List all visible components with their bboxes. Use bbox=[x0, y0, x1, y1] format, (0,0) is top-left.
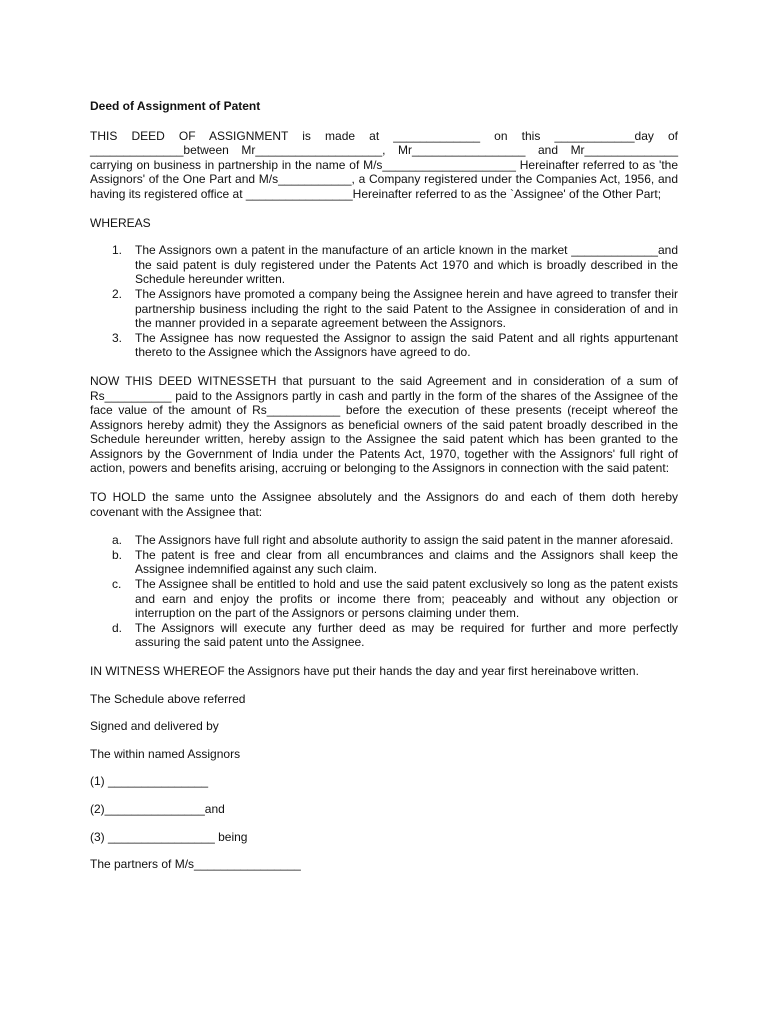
witnesseth-paragraph: NOW THIS DEED WITNESSETH that pursuant to the said Agreement and in consideration of a sum of Rs__________ paid to the Assignors partly in cash and partly in the form of the shares of the Assignee of the face value of the amount of Rs___________ before the execution of these presents (receipt whereof the Assignors hereby admit) they the Assignors as beneficial owners of the said patent broadly described in the Schedule hereunder written, hereby assign to the Assignee the said patent which has been granted to the Assignors by the Government of India under the Patents Act, 1970, together with the Assignors' full right of action, powers and benefits arising, accruing or belonging to the Assignors in connection with the said patent: bbox=[90, 373, 678, 476]
list-marker: b. bbox=[112, 547, 123, 562]
list-marker: 3. bbox=[112, 330, 123, 345]
list-marker: a. bbox=[112, 533, 123, 548]
whereas-list bbox=[90, 243, 678, 360]
list-marker: c. bbox=[112, 577, 122, 592]
list-item-text: The Assignors will execute any further deed as may be required for further and more perfectly assuring the said patent unto the Assignee. bbox=[135, 620, 678, 650]
list-marker: 2. bbox=[112, 286, 123, 301]
intro-paragraph: THIS DEED OF ASSIGNMENT is made at _____________ on this ____________day of ______________between Mr___________________, Mr_________________ and Mr______________ carrying on business in partnership in the name of M/s____________________ Hereinafter referred to as 'the Assignors' of the One Part and M/s___________, a Company registered under the Companies Act, 1956, and having its registered office at ________________Hereinafter referred to as the `Assignee' of the Other Part; bbox=[90, 128, 678, 201]
list-item-text: The Assignee shall be entitled to hold and use the said patent exclusively so long as the patent exists and earn and enjoy the profits or income there from; peaceably and without any objection or interruption on the part of the Assignors or persons claiming under them. bbox=[135, 577, 678, 621]
signature-line-2: (2)_______________and bbox=[90, 801, 225, 816]
covenant-list bbox=[90, 533, 678, 650]
list-item bbox=[90, 621, 678, 650]
to-hold-paragraph: TO HOLD the same unto the Assignee absolutely and the Assignors do and each of them doth hereby covenant with the Assignee that: bbox=[90, 490, 678, 519]
list-item bbox=[90, 243, 678, 287]
document-title: Deed of Assignment of Patent bbox=[90, 99, 261, 113]
in-witness-paragraph: IN WITNESS WHEREOF the Assignors have put their hands the day and year first hereinabove written. bbox=[90, 664, 639, 678]
list-item-text: The Assignors own a patent in the manufacture of an article known in the market _____________and the said patent is duly registered under the Patents Act 1970 and which is broadly described in the Schedule hereunder written. bbox=[135, 243, 678, 287]
list-marker: d. bbox=[112, 620, 123, 635]
list-item bbox=[90, 577, 678, 621]
signature-line-1: (1) _______________ bbox=[90, 774, 209, 789]
list-item bbox=[90, 287, 678, 331]
signature-line-3: (3) ________________ being bbox=[90, 829, 248, 844]
list-item-text: The Assignee has now requested the Assignor to assign the said Patent and all rights appurtenant thereto to the Assignee which the Assignors have agreed to do. bbox=[135, 330, 678, 360]
list-marker: 1. bbox=[112, 243, 123, 258]
schedule-line: The Schedule above referred bbox=[90, 691, 246, 706]
list-item bbox=[90, 331, 678, 360]
document-page bbox=[90, 99, 678, 885]
within-named-line: The within named Assignors bbox=[90, 746, 241, 761]
partners-line: The partners of M/s________________ bbox=[90, 857, 301, 872]
list-item bbox=[90, 548, 678, 577]
list-item-text: The Assignors have promoted a company being the Assignee herein and have agreed to transfer their partnership business including the right to the said Patent to the Assignee in consideration of and in the manner provided in a separate agreement between the Assignors. bbox=[135, 286, 678, 331]
list-item-text: The Assignors have full right and absolute authority to assign the said patent in the manner aforesaid. bbox=[135, 533, 674, 548]
list-item bbox=[90, 533, 678, 548]
signed-line: Signed and delivered by bbox=[90, 719, 219, 734]
whereas-heading: WHEREAS bbox=[90, 215, 151, 230]
list-item-text: The patent is free and clear from all encumbrances and claims and the Assignors shall keep the Assignee indemnified against any such claim. bbox=[135, 547, 678, 577]
